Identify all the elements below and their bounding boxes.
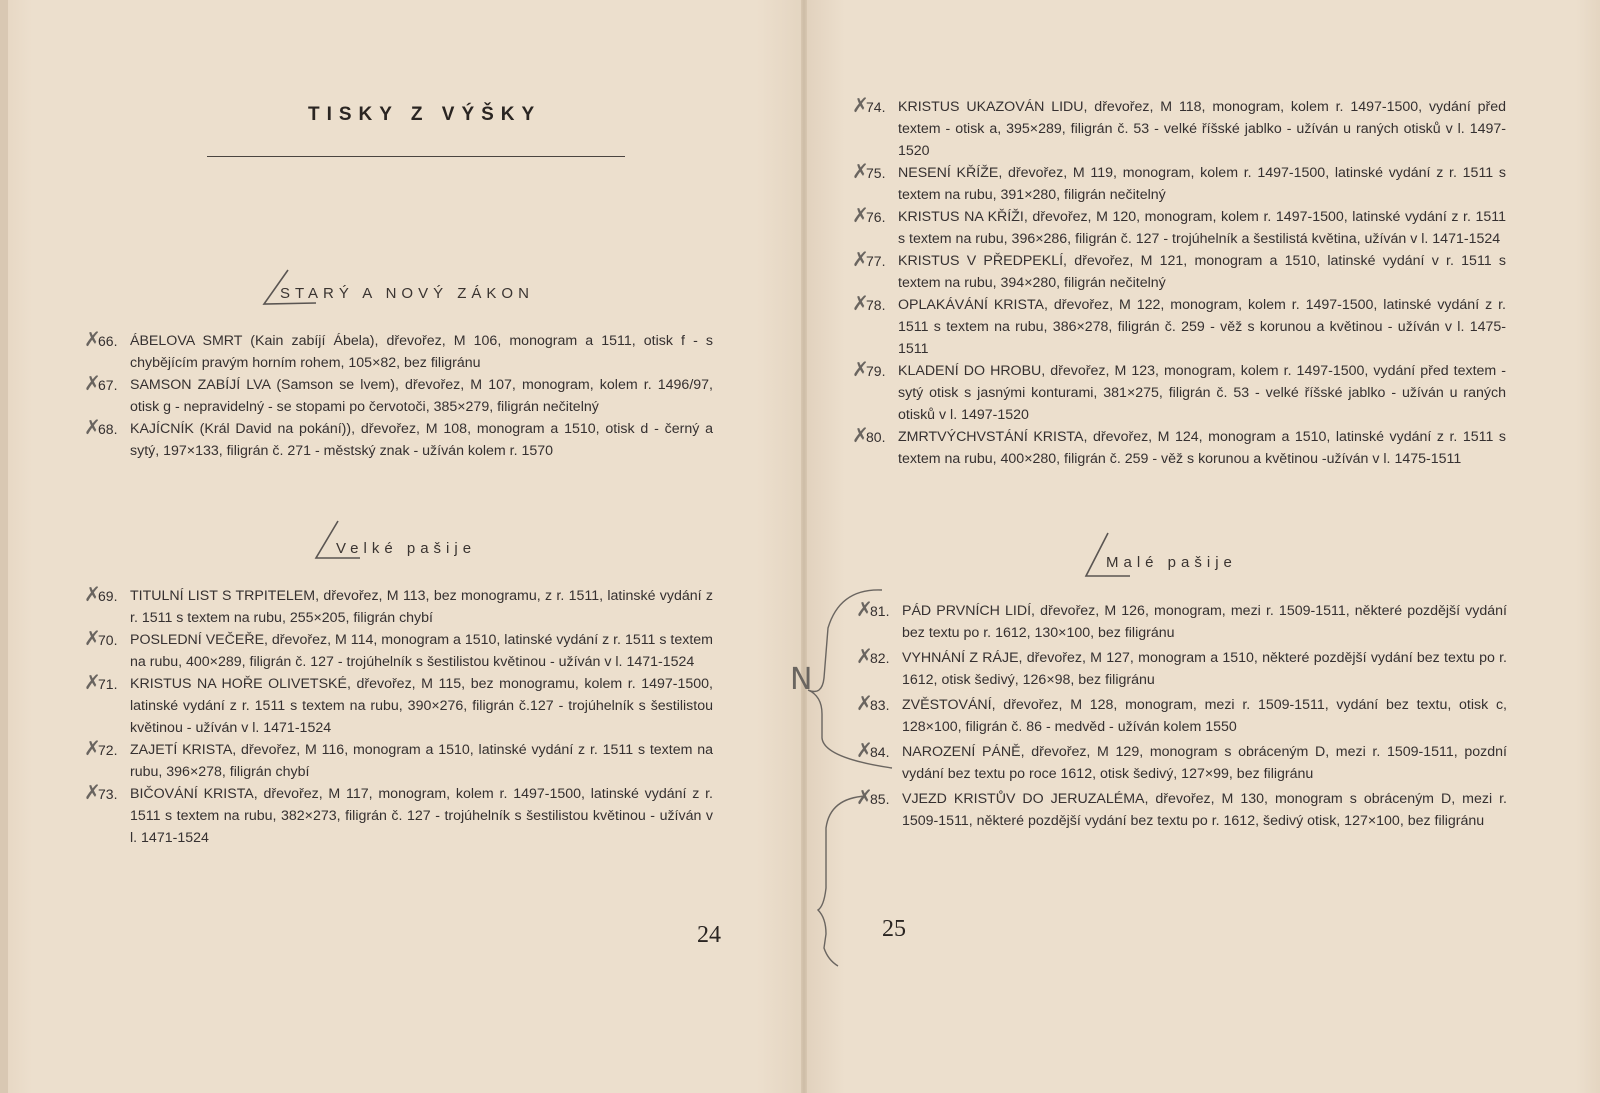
pencil-tick-icon: ✗	[84, 371, 101, 395]
pencil-tick-icon: ✗	[84, 582, 101, 606]
entry-79	[852, 357, 1506, 426]
entry-number: 80.	[866, 429, 886, 445]
entry-number: 77.	[866, 253, 886, 269]
pencil-tick-icon: ✗	[856, 597, 873, 621]
page-edge	[0, 0, 8, 1093]
entry-text: VYHNÁNÍ Z RÁJE, dřevořez, M 127, monogram a 1510, některé pozdější vydání bez textu po r. 1612, otisk šedivý, 126×98, bez filigránu	[902, 650, 1507, 688]
entry-77	[852, 247, 1506, 294]
entry-text: NESENÍ KŘÍŽE, dřevořez, M 119, monogram, kolem r. 1497-1500, latinské vydání z r. 1511 s textem na rubu, 391×280, filigrán nečitelný	[898, 165, 1506, 203]
entry-text: TITULNÍ LIST S TRPITELEM, dřevořez, M 113, bez monogramu, z r. 1511, latinské vydání z r. 1511 s textem na rubu, 255×205, filigrán chybí	[130, 588, 713, 626]
page-number-left: 24	[697, 922, 721, 948]
entry-66	[84, 327, 713, 374]
entry-number: 81.	[870, 603, 890, 619]
subhead-stary-novy-zakon: STARÝ A NOVÝ ZÁKON	[280, 285, 534, 302]
title-rule	[207, 156, 625, 157]
pencil-tick-icon: ✗	[852, 291, 869, 315]
entry-text: ZMRTVÝCHVSTÁNÍ KRISTA, dřevořez, M 124, monogram a 1510, latinské vydání z r. 1511 s textem na rubu, 400×280, filigrán č. 259 - věž s korunou a květinou -užíván v l. 1475-1511	[898, 429, 1506, 467]
entry-text: NAROZENÍ PÁNĚ, dřevořez, M 129, monogram s obráceným D, mezi r. 1509-1511, pozdní vydání bez textu po roce 1612, otisk šedivý, 127×99, bez filigránu	[902, 744, 1507, 782]
pencil-tick-icon: ✗	[84, 626, 101, 650]
entry-number: 84.	[870, 744, 890, 760]
entry-text: ZVĚSTOVÁNÍ, dřevořez, M 128, monogram, mezi r. 1509-1511, vydání bez textu, otisk c, 128×100, filigrán č. 86 - medvěd - užíván kolem 1550	[902, 697, 1507, 735]
pencil-tick-icon: ✗	[856, 738, 873, 762]
entry-text: KRISTUS V PŘEDPEKLÍ, dřevořez, M 121, monogram a 1510, latinské vydání v r. 1511 s textem na rubu, 394×280, filigrán nečitelný	[898, 253, 1506, 291]
section-title: TISKY Z VÝŠKY	[308, 104, 542, 125]
entry-83	[856, 691, 1507, 738]
entry-text: BIČOVÁNÍ KRISTA, dřevořez, M 117, monogram, kolem r. 1497-1500, latinské vydání z r. 1511 s textem na rubu, 382×273, filigrán č. 127 - trojúhelník s šestilistou květinou - užíván v l. 1471-1524	[130, 786, 713, 846]
entry-text: ÁBELOVA SMRT (Kain zabíjí Ábela), dřevořez, M 106, monogram a 1511, otisk f - s chybějícím pravým horním rohem, 105×82, bez filigránu	[130, 333, 713, 371]
pencil-tick-icon: ✗	[84, 327, 101, 351]
pencil-tick-icon: ✗	[856, 691, 873, 715]
entry-number: 79.	[866, 363, 886, 379]
entry-text: SAMSON ZABÍJÍ LVA (Samson se lvem), dřevořez, M 107, monogram, kolem r. 1496/97, otisk g - nepravidelný - se stopami po červotoči, 385×279, filigrán nečitelný	[130, 377, 713, 415]
pencil-tick-icon: ✗	[852, 357, 869, 381]
page-number-right: 25	[882, 916, 906, 942]
entry-68	[84, 415, 713, 462]
entry-list-velke	[84, 582, 714, 849]
pencil-tick-icon: ✗	[856, 644, 873, 668]
entry-text: PÁD PRVNÍCH LIDÍ, dřevořez, M 126, monogram, mezi r. 1509-1511, některé pozdější vydání bez textu po r. 1612, 130×100, bez filigránu	[902, 603, 1507, 641]
entry-number: 85.	[870, 791, 890, 807]
pencil-tick-icon: ✗	[852, 159, 869, 183]
entry-number: 76.	[866, 209, 886, 225]
entry-74	[852, 93, 1506, 162]
entry-75	[852, 159, 1506, 206]
entry-number: 74.	[866, 99, 886, 115]
entry-78	[852, 291, 1506, 360]
entry-72	[84, 736, 713, 783]
entry-text: OPLAKÁVÁNÍ KRISTA, dřevořez, M 122, monogram, kolem r. 1497-1500, latinské vydání z r. 1511 s textem na rubu, 386×278, filigrán č. 259 - věž s korunou a květinou - užíván v l. 1475-1511	[898, 297, 1506, 357]
pencil-tick-icon: ✗	[852, 423, 869, 447]
entry-number: 70.	[98, 632, 118, 648]
entry-76	[852, 203, 1506, 250]
entry-84	[856, 738, 1507, 785]
pencil-tick-icon: ✗	[84, 780, 101, 804]
entry-text: VJEZD KRISTŮV DO JERUZALÉMA, dřevořez, M 130, monogram s obráceným D, mezi r. 1509-1511, některé pozdější vydání bez textu po r. 1612, šedivý otisk, 127×100, bez filigránu	[902, 791, 1507, 829]
pencil-tick-icon: ✗	[84, 736, 101, 760]
entry-number: 69.	[98, 588, 118, 604]
entry-69	[84, 582, 713, 629]
entry-number: 73.	[98, 786, 118, 802]
entry-number: 78.	[866, 297, 886, 313]
entry-number: 68.	[98, 421, 118, 437]
subhead-velke-pasije: Velké pašije	[336, 540, 477, 557]
pencil-bracket-letter: N	[790, 662, 813, 697]
entry-text: KAJÍCNÍK (Král David na pokání)), dřevořez, M 108, monogram a 1510, otisk d - černý a sytý, 197×133, filigrán č. 271 - městský znak - užíván kolem r. 1570	[130, 421, 713, 459]
pencil-tick-icon: ✗	[84, 670, 101, 694]
pencil-tick-icon: ✗	[84, 415, 101, 439]
entry-85	[856, 785, 1507, 832]
entry-text: KRISTUS UKAZOVÁN LIDU, dřevořez, M 118, monogram, kolem r. 1497-1500, vydání před textem - otisk a, 395×289, filigrán č. 53 - velké říšské jablko - užíván u raných otisků v l. 1497-1520	[898, 99, 1506, 159]
pencil-tick-icon: ✗	[856, 785, 873, 809]
entry-67	[84, 371, 713, 418]
entry-number: 67.	[98, 377, 118, 393]
pencil-tick-icon: ✗	[852, 203, 869, 227]
entry-text: ZAJETÍ KRISTA, dřevořez, M 116, monogram a 1510, latinské vydání z r. 1511 s textem na rubu, 396×278, filigrán chybí	[130, 742, 713, 780]
entry-82	[856, 644, 1507, 691]
entry-number: 71.	[98, 676, 118, 692]
entry-text: POSLEDNÍ VEČEŘE, dřevořez, M 114, monogram a 1510, latinské vydání z r. 1511 s textem na rubu, 400×289, filigrán č. 127 - trojúhelník s šestilistou květinou - užíván v l. 1471-1524	[130, 632, 714, 670]
entry-text: KRISTUS NA HOŘE OLIVETSKÉ, dřevořez, M 115, bez monogramu, kolem r. 1497-1500, latinské vydání z r. 1511 s textem na rubu, 390×276, filigrán č.127 - trojúhelník s šestilistou květinou - užíván v l. 1471-1524	[130, 676, 713, 736]
entry-70	[84, 626, 714, 673]
entry-80	[852, 423, 1506, 470]
entry-number: 83.	[870, 697, 890, 713]
entry-81	[856, 597, 1507, 644]
pencil-tick-icon: ✗	[852, 247, 869, 271]
entry-text: KLADENÍ DO HROBU, dřevořez, M 123, monogram, kolem r. 1497-1500, vydání před textem - sytý otisk s jasnými konturami, 381×275, filigrán č. 53 - velké říšské jablko - užíván u raných otisků v l. 1497-1520	[898, 363, 1506, 423]
entry-text: KRISTUS NA KŘÍŽI, dřevořez, M 120, monogram, kolem r. 1497-1500, latinské vydání z r. 1511 s textem na rubu, 396×286, filigrán č. 127 - trojúhelník a šestilistá květina, užíván v l. 1471-1524	[898, 209, 1506, 247]
subhead-male-pasije: Malé pašije	[1106, 554, 1237, 571]
pencil-tick-icon: ✗	[852, 93, 869, 117]
entry-number: 82.	[870, 650, 890, 666]
entry-list-stary	[84, 327, 713, 462]
entry-list-male	[856, 597, 1507, 832]
entry-71	[84, 670, 713, 739]
entry-number: 72.	[98, 742, 118, 758]
entry-73	[84, 780, 713, 849]
entry-list-velke-cont	[852, 93, 1506, 470]
entry-number: 75.	[866, 165, 886, 181]
entry-number: 66.	[98, 333, 118, 349]
